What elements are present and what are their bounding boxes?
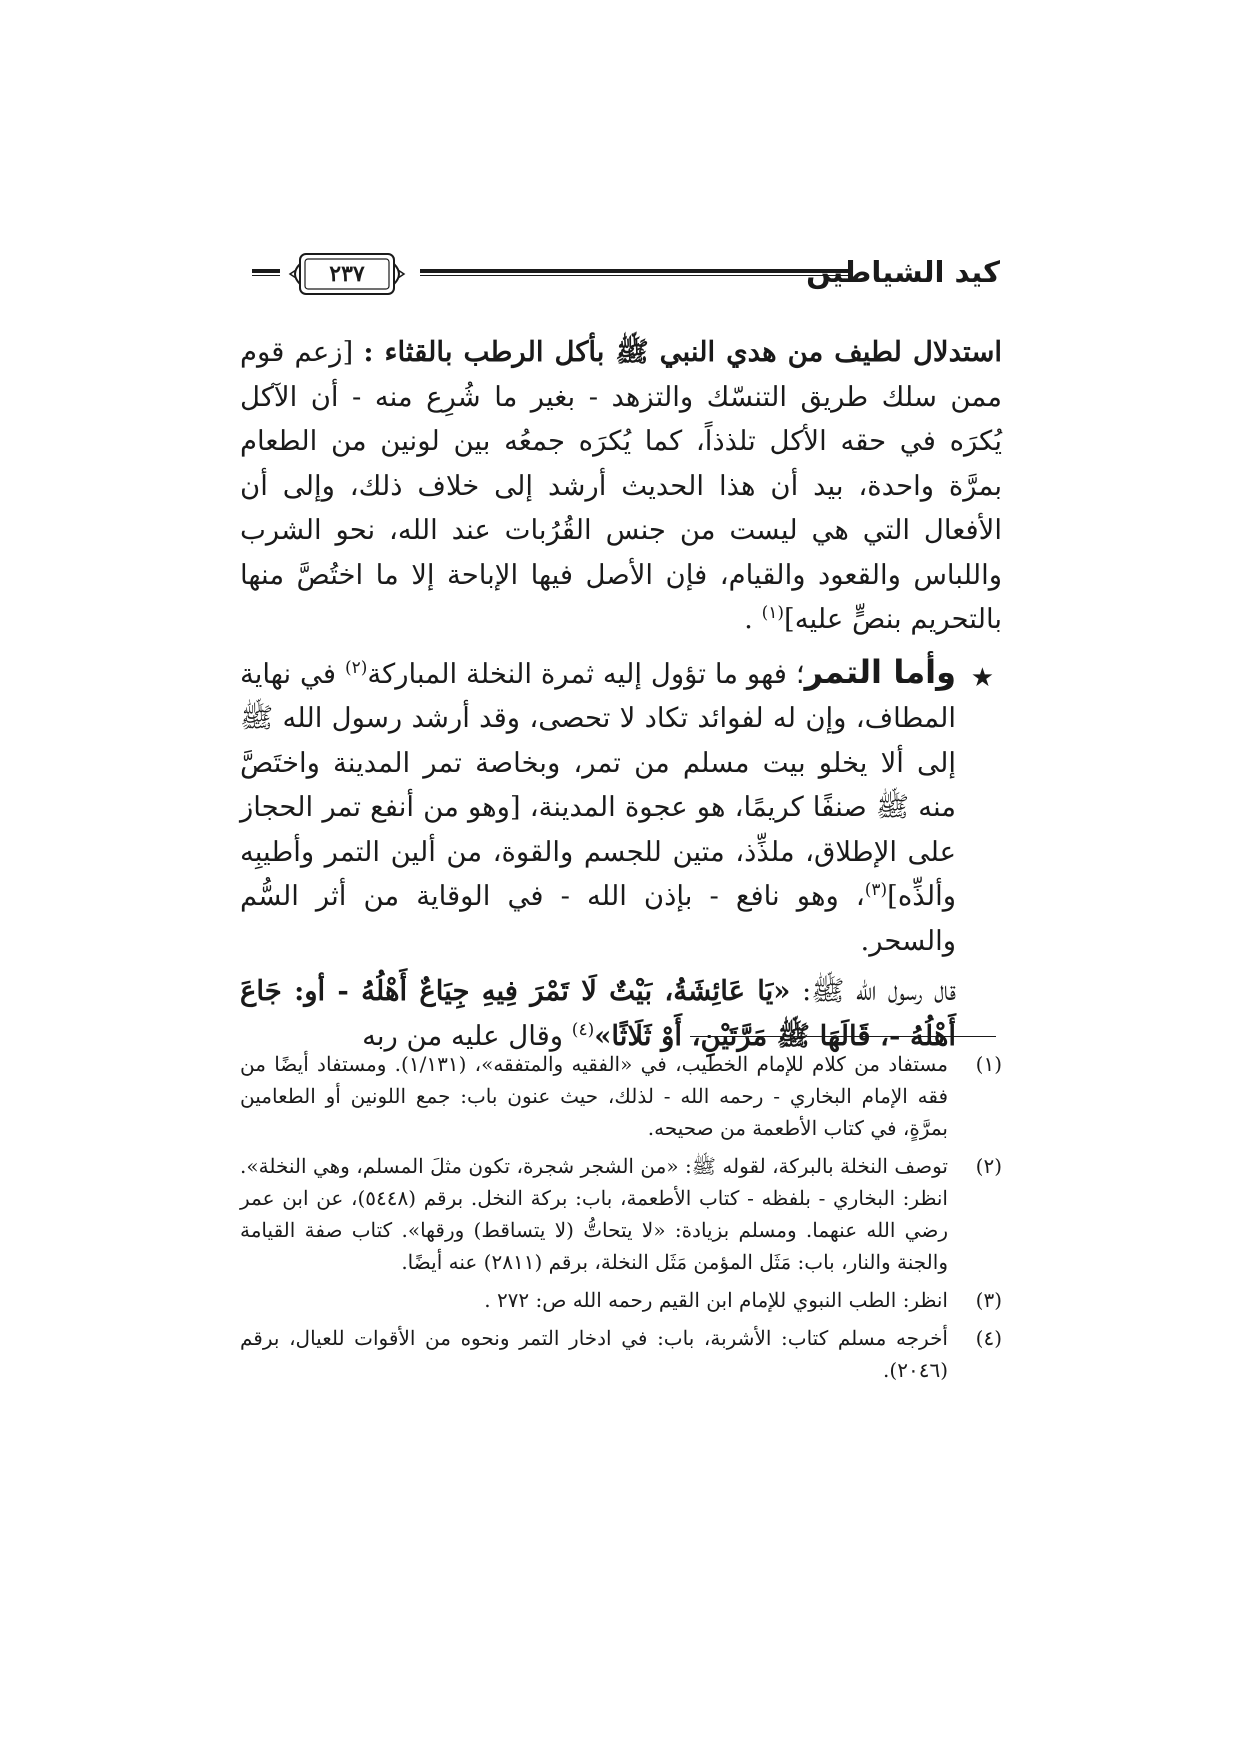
tamr-text-1: ؛ فهو ما تؤول إليه ثمرة النخلة المباركة: [367, 657, 805, 690]
footnote-ref-4[interactable]: (٤): [571, 1019, 595, 1040]
footnote: [240, 1150, 1002, 1278]
header-rule-left: [252, 269, 280, 276]
lead-end: .: [744, 603, 762, 635]
footnote-text: مستفاد من كلام للإمام الخطيب، في «الفقيه والمتفقه»، (١/١٣١). ومستفاد أيضًا من فقه الإمام البخاري - رحمه الله - لذلك، حيث عنون باب: جمع اللونين أو الطعامين بمرَّةٍ، في كتاب الأطعمة من صحيحه.: [240, 1052, 949, 1140]
star-bullet-icon: ★: [970, 662, 994, 693]
page-number: ٢٣٧: [329, 261, 365, 287]
footnote-text: توصف النخلة بالبركة، لقوله ﷺ: «من الشجر شجرة، تكون مثلَ المسلم، وهي النخلة». انظر: البخاري - بلفظه - كتاب الأطعمة، باب: بركة النخل. برقم (٥٤٤٨)، عن ابن عمر رضي الله عنهما. ومسلم بزيادة: «لا يتحاتُّ (لا يتساقط) ورقها». كتاب صفة القيامة والجنة والنار، باب: مَثَل المؤمن مَثَل النخلة، برقم (٢٨١١) عنه أيضًا.: [240, 1154, 948, 1274]
footnote-text: انظر: الطب النبوي للإمام ابن القيم رحمه الله ص: ٢٧٢ .: [484, 1288, 948, 1312]
footnote-ref-1[interactable]: (١): [761, 602, 784, 623]
lead-paragraph: [240, 330, 1002, 642]
footnote-number: (١): [975, 1052, 1002, 1076]
quote-intro: قال رسول الله ﷺ:: [790, 975, 956, 1007]
tamr-text-3: ، وهو نافع - بإذن الله - في الوقاية من أثر السُّم والسحر.: [240, 880, 956, 957]
header-rule: [420, 269, 850, 276]
tamr-text-2: في نهاية المطاف، وإن له لفوائد تكاد لا تحصى، وقد أرشد رسول الله ﷺ إلى ألا يخلو بيت مسلم من تمر، وبخاصة تمر المدينة واختَصَّ منه ﷺ صنفًا كريمًا، هو عجوة المدينة، [وهو من أنفع تمر الحجاز على الإطلاق، ملذِّذ، متين للجسم والقوة، من ألين التمر وأطيبِه وألذِّه]: [240, 657, 956, 912]
footnote-ref-3[interactable]: (٣): [864, 879, 888, 900]
hadith-paragraph: [240, 969, 1002, 1058]
quote-end: وقال عليه من ربه: [362, 1019, 572, 1052]
page-number-badge: [286, 250, 408, 298]
footnote-number: (٤): [975, 1326, 1002, 1350]
footnote-number: (٢): [975, 1154, 1002, 1178]
tamr-paragraph: [240, 650, 1002, 964]
footnote: [240, 1284, 1002, 1316]
footnote-separator: [690, 1036, 996, 1037]
lead-heading: استدلال لطيف من هدي النبي ﷺ بأكل الرطب بالقثاء :: [363, 336, 1002, 368]
term-heading: وأما التمر: [804, 652, 957, 691]
footnote-ref-2[interactable]: (٢): [345, 657, 368, 678]
page-header: [252, 244, 1000, 304]
footnote-text: أخرجه مسلم كتاب: الأشربة، باب: في ادخار التمر ونحوه من الأقوات للعيال، برقم (٢٠٤٦).: [240, 1326, 948, 1382]
footnote-number: (٣): [975, 1288, 1002, 1312]
footnotes: [240, 1048, 1002, 1392]
footnote: [240, 1048, 1002, 1144]
footnote: [240, 1322, 1002, 1386]
lead-text: [زعم قوم ممن سلك طريق التنسّك والتزهد - بغير ما شُرِع منه - أن الآكل يُكرَه في حقه الأكل تلذذاً، كما يُكرَه جمعُه بين لونين من الطعام بمرَّة واحدة، بيد أن هذا الحديث أرشد إلى خلاف ذلك، وإلى أن الأفعال التي هي ليست من جنس القُرُبات عند الله، نحو الشرب واللباس والقعود والقيام، فإن الأصل فيها الإباحة إلا ما اختُصَّ منها بالتحريم بنصٍّ عليه]: [240, 336, 1002, 635]
running-title: كيد الشياطين: [806, 255, 1000, 289]
main-text: [240, 330, 1002, 1058]
hadith-text: «يَا عَائِشَةُ، بَيْتٌ لَا تَمْرَ فِيهِ جِيَاعٌ أَهْلُهُ - أو: جَاعَ أَهْلُهُ -، قَالَهَا ﷺ مَرَّتَيْنِ، أَوْ ثَلَاثًا»: [240, 975, 956, 1052]
